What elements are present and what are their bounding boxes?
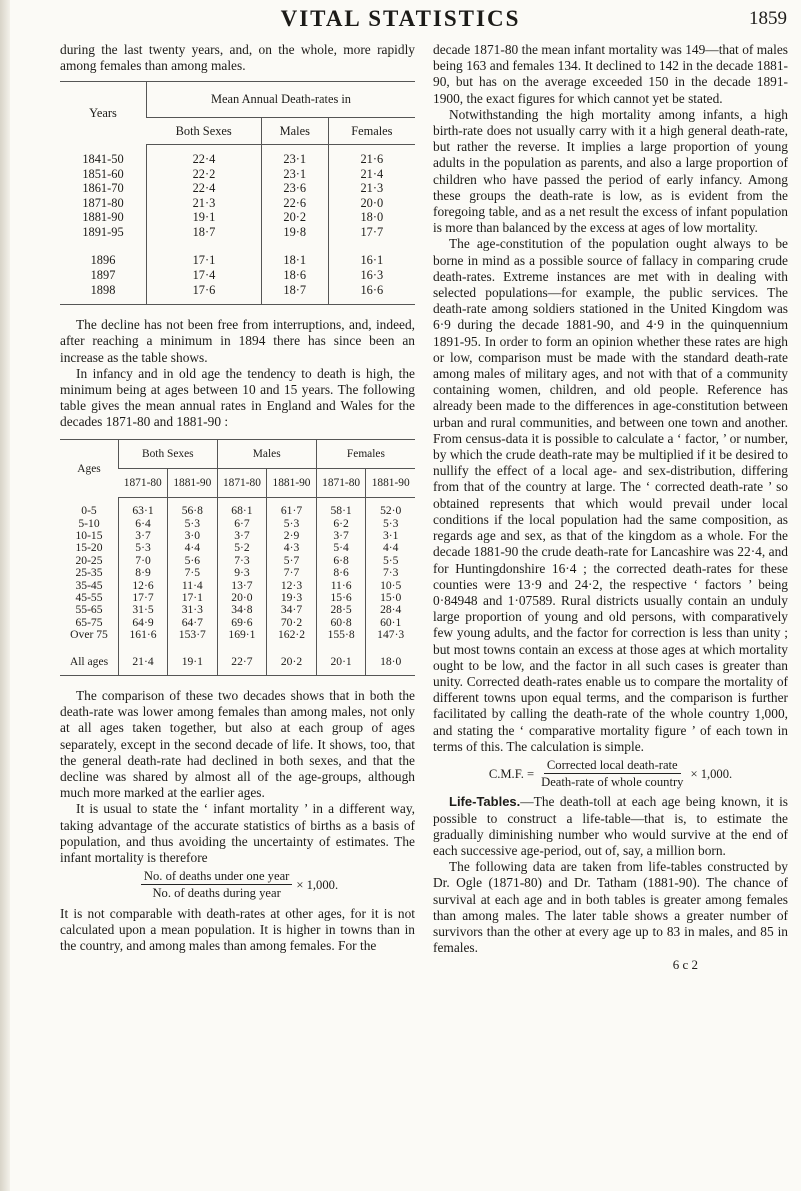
table-cell: 21·4 — [328, 167, 415, 182]
table-cell: 5·5 — [366, 555, 415, 567]
decade-header: 1881-90 — [168, 468, 218, 497]
paragraph: —The death-toll at each age being known, it is possible to construct a life-table—that is, to estimate the gradually diminishing number who would survive at the end of each successive age-period, out of, say, a million born. — [433, 794, 788, 858]
table-cell: 20·0 — [328, 196, 415, 211]
table-cell: 5·4 — [316, 542, 366, 554]
table-cell: 20·1 — [316, 656, 366, 668]
row-label: 1898 — [90, 282, 116, 297]
table-body — [60, 144, 415, 246]
table-body — [60, 246, 415, 304]
table-cell: 21·3 — [147, 196, 262, 211]
cmf-formula — [433, 757, 788, 790]
row-label: 1897 — [90, 268, 116, 283]
formula-lhs: C.M.F. = — [488, 766, 535, 781]
row-label: 1841-50 — [82, 151, 124, 166]
numerator: No. of deaths under one year — [141, 868, 292, 885]
column-header: Females — [328, 117, 415, 144]
years-header: Years — [60, 82, 147, 145]
fraction — [141, 868, 292, 901]
table-cell: 21·6 — [328, 152, 415, 167]
table-cell: 34·7 — [267, 604, 317, 616]
row-label: 1896 — [90, 253, 116, 268]
table-cell: 63·1 — [119, 505, 168, 517]
table-row — [60, 225, 415, 240]
table-cell: 6·7 — [217, 518, 267, 530]
right-column — [433, 42, 788, 974]
table-cell: 17·1 — [147, 253, 262, 268]
table-cell: 162·2 — [267, 629, 317, 641]
running-head: VITAL STATISTICS — [280, 6, 521, 31]
table-cell: 68·1 — [217, 505, 267, 517]
table-cell: 56·8 — [168, 505, 218, 517]
table-cell: 18·0 — [366, 656, 415, 668]
decade-header: 1871-80 — [316, 468, 366, 497]
table-cell: 4·3 — [267, 542, 317, 554]
row-label: 1861-70 — [82, 181, 124, 196]
table-row — [60, 604, 415, 616]
table-cell: 5·3 — [267, 518, 317, 530]
page-edge — [0, 0, 10, 1191]
page-number: 1859 — [749, 8, 787, 29]
row-label: 35-45 — [75, 578, 103, 592]
table-cell: 4·4 — [168, 542, 218, 554]
death-rates-by-age-table — [60, 439, 415, 676]
row-label: 25-35 — [75, 566, 103, 580]
table-cell: 34·8 — [217, 604, 267, 616]
table-cell: 17·1 — [168, 592, 218, 604]
group-header: Mean Annual Death-rates in — [147, 82, 416, 117]
table-row — [60, 196, 415, 211]
table-cell: 5·2 — [217, 542, 267, 554]
table-cell: 64·9 — [119, 617, 168, 629]
ages-header: Ages — [60, 439, 119, 498]
numerator: Corrected local death-rate — [544, 757, 681, 774]
table-cell: 161·6 — [119, 629, 168, 641]
table-cell: 22·7 — [217, 656, 267, 668]
paragraph: during the last twenty years, and, on the whole, more rapidly among females than among males. — [60, 42, 415, 74]
table-row — [60, 629, 415, 641]
spacer-row — [60, 668, 415, 676]
paragraph: The following data are taken from life-tables constructed by Dr. Ogle (1871-80) and Dr. Tatham (1881-90). The chance of survival at each age and in both tables is greater among females than among males. The later table shows a greater number of survivors than the other at every age up to 83 in males, and 85 in females. — [433, 859, 788, 956]
multiplier: × 1,000. — [690, 766, 733, 781]
spacer-row — [60, 297, 415, 305]
table-cell: 7·0 — [119, 555, 168, 567]
table-cell: 18·0 — [328, 210, 415, 225]
table-cell: 15·6 — [316, 592, 366, 604]
table-cell: 28·4 — [366, 604, 415, 616]
table-cell: 60·1 — [366, 617, 415, 629]
column-header: Males — [261, 117, 328, 144]
left-column — [60, 42, 415, 954]
paragraph: The comparison of these two decades shows that in both the death-rate was lower among females than among males, not only at all ages taken together, but also at each group of ages separately, except in the second decade of life. It shows, too, that the general death-rate had declined in both sexes, and that the decline was shared by almost all of the age-groups, although much more marked at the earlier ages. — [60, 688, 415, 801]
table-row — [60, 283, 415, 298]
row-label: 15-20 — [75, 541, 103, 555]
row-label: 65-75 — [75, 615, 103, 629]
group-header: Both Sexes — [119, 439, 218, 468]
table-cell: 13·7 — [217, 580, 267, 592]
signature-mark: 6 c 2 — [672, 957, 698, 973]
table-cell: 6·2 — [316, 518, 366, 530]
table-cell: 3·0 — [168, 530, 218, 542]
table-cell: 18·6 — [261, 268, 328, 283]
denominator: No. of deaths during year — [152, 886, 281, 901]
row-label: 5-10 — [78, 516, 100, 530]
table-cell: 6·4 — [119, 518, 168, 530]
table-cell: 21·3 — [328, 181, 415, 196]
table-cell: 5·6 — [168, 555, 218, 567]
table-cell: 18·7 — [147, 225, 262, 240]
table-cell: 60·8 — [316, 617, 366, 629]
table-cell: 31·3 — [168, 604, 218, 616]
table-cell: 22·4 — [147, 152, 262, 167]
table-cell: 15·0 — [366, 592, 415, 604]
table-row — [60, 152, 415, 167]
table-body — [60, 498, 415, 649]
table-cell: 5·3 — [366, 518, 415, 530]
table-cell: 5·3 — [168, 518, 218, 530]
paragraph: It is usual to state the ‘ infant mortality ’ in a different way, taking advantage of the accurate statistics of births as a basis of population, and thus avoiding the uncertainty of estimates. The infant mortality is therefore — [60, 801, 415, 866]
paragraph: The decline has not been free from interruptions, and, indeed, after reaching a minimum in 1894 there has since been an increase as the table shows. — [60, 317, 415, 365]
table-row — [60, 253, 415, 268]
table-cell: 19·3 — [267, 592, 317, 604]
denominator: Death-rate of whole country — [541, 775, 684, 790]
table-cell: 20·2 — [261, 210, 328, 225]
table-cell: 155·8 — [316, 629, 366, 641]
group-header: Males — [217, 439, 316, 468]
spacer-row — [60, 246, 415, 253]
table-cell: 52·0 — [366, 505, 415, 517]
row-label: 55-65 — [75, 603, 103, 617]
table-row — [60, 210, 415, 225]
table-cell: 8·9 — [119, 567, 168, 579]
paragraph: It is not comparable with death-rates at other ages, for it is not calculated upon a mean population. It is higher in towns than in the country, and among males than among females. For the — [60, 905, 415, 954]
table-cell: 3·1 — [366, 530, 415, 542]
paragraph: decade 1871-80 the mean infant mortality was 149—that of males being 163 and females 134. It declined to 142 in the decade 1881-90, but has on the average exceeded 150 in the decade 1891-1900, the exact figures for which cannot yet be stated. — [433, 42, 788, 106]
table-cell: 3·7 — [217, 530, 267, 542]
table-cell: 28·5 — [316, 604, 366, 616]
table-cell: 16·6 — [328, 283, 415, 298]
table-row — [60, 656, 415, 668]
table-cell: 5·7 — [267, 555, 317, 567]
table-cell: 70·2 — [267, 617, 317, 629]
table-cell: 7·7 — [267, 567, 317, 579]
decade-header: 1881-90 — [366, 468, 415, 497]
row-label: 1881-90 — [82, 210, 124, 225]
table-cell: 23·1 — [261, 152, 328, 167]
table-cell: 18·1 — [261, 253, 328, 268]
infant-mortality-formula — [60, 868, 415, 901]
column-header: Both Sexes — [147, 117, 262, 144]
table-cell: 2·9 — [267, 530, 317, 542]
table-cell: 7·3 — [217, 555, 267, 567]
table-row — [60, 167, 415, 182]
table-cell: 17·6 — [147, 283, 262, 298]
table-cell: 31·5 — [119, 604, 168, 616]
table-cell: 11·4 — [168, 580, 218, 592]
decade-header: 1881-90 — [267, 468, 317, 497]
paragraph: Notwithstanding the high mortality among infants, a high birth-rate does not usually carry with it a high general death-rate, but rather the reverse. It implies a large proportion of young adults in the population as parents, and also a large proportion of children who have passed the period of early infancy. Among these groups the death-rate is low, as is evident from the foregoing table, and as a net result the excess of infant population is more than balanced by the excess at ages of low mortality. — [433, 106, 788, 236]
table-cell: 16·1 — [328, 253, 415, 268]
table-cell: 9·3 — [217, 567, 267, 579]
table-cell: 11·6 — [316, 580, 366, 592]
table-cell: 19·8 — [261, 225, 328, 240]
table-cell: 7·5 — [168, 567, 218, 579]
row-label: 1891-95 — [82, 224, 124, 239]
table-cell: 5·3 — [119, 542, 168, 554]
death-rates-by-period-table — [60, 81, 415, 305]
spacer-row — [60, 239, 415, 246]
table-cell: 12·3 — [267, 580, 317, 592]
group-header: Females — [316, 439, 415, 468]
table-cell: 64·7 — [168, 617, 218, 629]
row-label: All ages — [69, 654, 109, 668]
row-label: 1871-80 — [82, 195, 124, 210]
row-label: 0-5 — [81, 504, 97, 518]
row-label: 10-15 — [75, 528, 103, 542]
table-cell: 69·6 — [217, 617, 267, 629]
row-label: 20-25 — [75, 553, 103, 567]
spacer-row — [60, 642, 415, 649]
table-cell: 153·7 — [168, 629, 218, 641]
table-cell: 147·3 — [366, 629, 415, 641]
table-cell: 17·7 — [119, 592, 168, 604]
table-row — [60, 268, 415, 283]
table-cell: 16·3 — [328, 268, 415, 283]
table-row — [60, 542, 415, 554]
table-body — [60, 649, 415, 676]
table-cell: 19·1 — [168, 656, 218, 668]
table-cell: 20·0 — [217, 592, 267, 604]
table-cell: 6·8 — [316, 555, 366, 567]
row-label: 1851-60 — [82, 166, 124, 181]
paragraph: The age-constitution of the population ought always to be borne in mind as a possible source of fallacy in comparing crude death-rates. Extreme instances are met with in dealing with selected populations—for example, the public services. The death-rate among soldiers stationed in the United Kingdom was 6·9 during the decade 1881-90, and 4·9 in the quinquennium 1891-95. In order to form an opinion whether these rates are high or low, comparison must be made with the standard death-rate among males of military ages, and not with that of a community containing women, children, and old people. Reference has already been made to the differences in age-constitution between urban and rural communities, and between one town and another. From census-data it is possible to calculate a ‘ factor, ’ or number, by which the crude death-rate may be multiplied if it be desired to nullify the effect of a local age- and sex-distribution, differing from that of the country at large. The ‘ corrected death-rate ’ so obtained represents that which would prevail under local conditions if the local population had the same composition, as regards age and sex, as that of the kingdom as a whole. For the decade 1881-90 the crude death-rate for Lancashire was 22·4, and for Huntingdonshire 16·4 ; the corrected death-rates for these counties were 13·9 and 24·2, the respective ‘ factors ’ being 0·84948 and 1·07589. Rural districts usually contain an unduly large proportion of young and old persons, with comparatively few young adults, and the factor for correction is less than unity ; but most towns contain an excess at those ages at which mortality ought to be low, and the factor in all such cases is greater than unity. Corrected death-rates enable us to compare the mortality of different towns upon equal terms, and the comparison is further facilitated by calling the death-rate of the whole country 1,000, and stating the ‘ comparative mortality figure ’ of each town in terms of this. The calculation is simple. — [433, 236, 788, 754]
row-label: 45-55 — [75, 591, 103, 605]
table-row — [60, 567, 415, 579]
table-row — [60, 505, 415, 517]
decade-header: 1871-80 — [217, 468, 267, 497]
table-cell: 17·7 — [328, 225, 415, 240]
table-cell: 58·1 — [316, 505, 366, 517]
spacer-row — [60, 144, 415, 152]
table-cell: 10·5 — [366, 580, 415, 592]
table-cell: 12·6 — [119, 580, 168, 592]
table-cell: 61·7 — [267, 505, 317, 517]
table-row — [60, 181, 415, 196]
table-cell: 18·7 — [261, 283, 328, 298]
table-cell: 22·6 — [261, 196, 328, 211]
table-cell: 23·1 — [261, 167, 328, 182]
table-cell: 19·1 — [147, 210, 262, 225]
paragraph: In infancy and in old age the tendency to death is high, the minimum being at ages between 10 and 15 years. The following table gives the mean annual rates in England and Wales for the decades 1871-80 and 1881-90 : — [60, 365, 415, 430]
table-cell: 22·2 — [147, 167, 262, 182]
table-cell: 4·4 — [366, 542, 415, 554]
table-cell: 169·1 — [217, 629, 267, 641]
table-cell: 21·4 — [119, 656, 168, 668]
table-cell: 7·3 — [366, 567, 415, 579]
section-heading: Life-Tables. — [449, 794, 521, 810]
row-label: Over 75 — [70, 628, 108, 642]
table-cell: 17·4 — [147, 268, 262, 283]
table-cell: 20·2 — [267, 656, 317, 668]
table-cell: 22·4 — [147, 181, 262, 196]
fraction — [538, 757, 686, 790]
table-cell: 3·7 — [316, 530, 366, 542]
table-cell: 8·6 — [316, 567, 366, 579]
table-cell: 23·6 — [261, 181, 328, 196]
multiplier: × 1,000. — [296, 877, 339, 892]
table-cell: 3·7 — [119, 530, 168, 542]
decade-header: 1871-80 — [119, 468, 168, 497]
